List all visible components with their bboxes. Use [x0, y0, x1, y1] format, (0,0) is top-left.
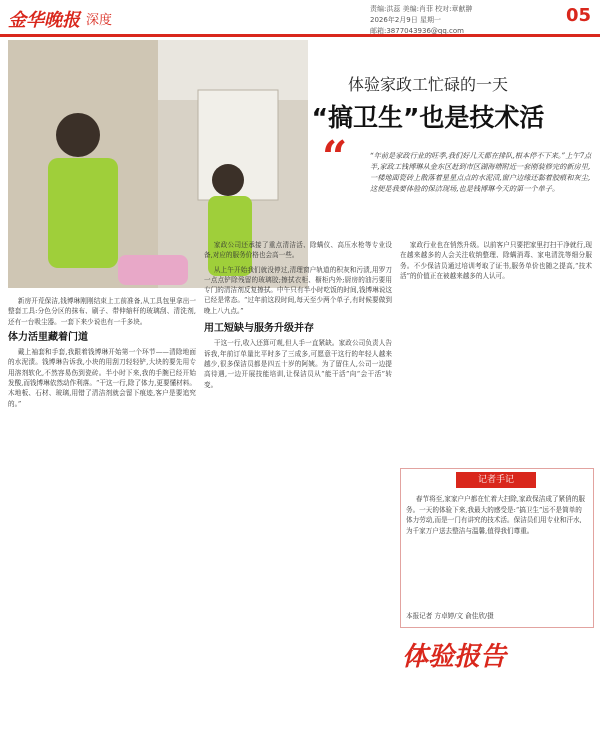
col1-intro: 新房开荒保洁,钱博琳刚刚结束上工前准备,从工具包里拿出一整套工具:分色分区的抹布、刷子、带伸缩杆的玻璃刮、清洗剂,还有一台吸尘器。一套下来少说也有一千多块。	[8, 297, 196, 326]
col1-body: 戴上袖套和手套,我跟着钱博琳开始第一个环节——清除地面的水泥渍。钱博琳告诉我,小块的用刮刀轻轻铲,大块的要先用专用溶剂软化,不然容易伤到瓷砖。半小时下来,我的手腕已经开始发酸,而钱博琳依然动作利落。“干这一行,除了体力,更要懂材料。木地板、石材、玻璃,用错了清洁剂就会留下痕迹,客户是要追究的。”	[8, 348, 196, 408]
experience-report-stamp: 体验报告	[402, 642, 507, 672]
column-1	[8, 296, 196, 409]
reporter-note-paragraph: 春节将至,家家户户都在忙着大扫除,家政保洁成了紧俏的服务。一天的体验下来,我最大的感受是:“搞卫生”远不是简单的体力劳动,而是一门有讲究的技术活。保洁员们用专业和汗水,为千家万户送去整洁与温馨,值得我们尊重。	[406, 495, 585, 535]
reporter-note-text	[406, 494, 586, 536]
reporter-note-title: 记者手记	[456, 472, 536, 488]
page-number: 05	[566, 5, 592, 26]
quote-mark-icon: “	[322, 132, 348, 183]
section-label: 深度	[86, 13, 113, 28]
reporter-signature: 本报记者 方卓婷/文 俞佳欣/摄	[406, 612, 494, 620]
email-line: 邮箱:3877043936@qq.com	[370, 27, 464, 35]
col3-body: 家政行业也在悄然升级。以前客户只要把家里打扫干净就行,现在越来越多的人会关注收纳整理、除螨消毒、家电清洗等细分服务。不少保洁员通过培训考取了证书,服务单价也随之提高,“技术活”的价值正在被越来越多的人认可。	[400, 241, 592, 280]
subhead-1: 体力活里藏着门道	[8, 331, 88, 343]
column-3	[400, 240, 592, 281]
col2-intro: 家政公司还承接了重点清洁活、除螨仪、高压水枪等专业设备,对应的服务价格也会高一些。	[204, 241, 392, 260]
editor-line: 责编:洪蕊 美编:肖菲 校对:章献翀	[370, 5, 473, 13]
col2-body2: 干这一行,收入还算可观,但人手一直紧缺。家政公司负责人告诉我,年前订单量比平时多了三成多,可愿意干这行的年轻人越来越少,很多保洁员都是四五十岁的阿姨。为了留住人,公司一边提高待遇,一边开展技能培训,让保洁员从“能干活”向“会干活”转变。	[204, 339, 392, 389]
subhead-2: 用工短缺与服务升级并存	[204, 323, 314, 335]
article-lead: “年前是家政行业的旺季,我们好几天都在排队,根本停不下来。”上午7点半,家政工钱博琳从金东区赶到市区湖海塘附近一套刚装修完的新房里,一楼地面瓷砖上散落着星星点点的水泥渍,窗户边缘还黏着胶痕和灰尘,这便是我要体验的保洁现场,也是钱博琳今天的第一个单子。	[370, 151, 592, 193]
article-kicker: 体验家政工忙碌的一天	[347, 75, 508, 94]
reporter-note-box	[400, 468, 594, 628]
date-line: 2026年2月9日 星期一	[370, 16, 441, 24]
col2-body: 从上午开始我们就没停过,清理窗户轨道的积灰和污渍,用罗刀一点点铲除残留的玻璃胶;擦拭衣柜、橱柜内外;厨房的油污要用专门的清洁剂反复擦拭。中午只有半小时吃饭的时间,钱博琳说这已经是常态。“过年前这段时间,每天至少两个单子,有时候要做到晚上八九点。”	[204, 265, 392, 315]
masthead-meta	[370, 4, 473, 37]
newspaper-logo: 金华晚报	[8, 10, 80, 31]
column-2	[204, 240, 392, 390]
article-headline: “搞卫生”也是技术活	[311, 103, 545, 132]
